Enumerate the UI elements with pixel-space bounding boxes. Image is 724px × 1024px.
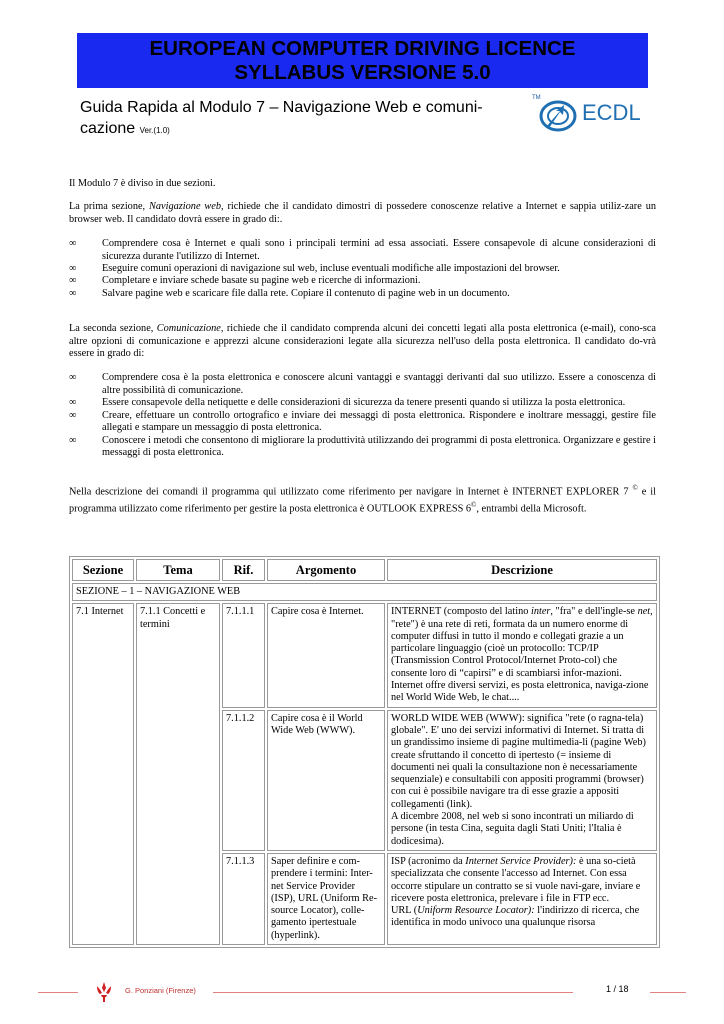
list-item-text: Creare, effettuare un controllo ortografico e inviare dei messaggi di posta elettronica. Rispondere e inoltrare messaggi, gestire file allegati e stampare un messaggio di posta elettronica. <box>102 409 656 434</box>
list-item <box>69 435 656 460</box>
sezione-cell: 7.1 Internet <box>72 603 134 945</box>
syllabus-table <box>69 556 660 948</box>
tema-cell: 7.1.1 Concetti e termini <box>136 603 220 945</box>
title-line-2: SYLLABUS VERSIONE 5.0 <box>234 61 491 84</box>
p4-text-c: , entrambi della Microsoft. <box>476 503 587 515</box>
bullet-symbol: ∞ <box>69 287 77 299</box>
header-rif: Rif. <box>222 559 265 581</box>
desc-text: , "fra" e dell'ingle-se <box>550 606 638 618</box>
desc-emphasis: Internet Service Provider): <box>465 855 577 867</box>
desc-text: INTERNET (composto del latino <box>391 606 531 618</box>
list-item <box>69 410 656 435</box>
title-line-1: EUROPEAN COMPUTER DRIVING LICENCE <box>149 37 576 60</box>
desc-text: è una so-cietà specializzata che consente l'accesso ad Internet. Con essa occorre stipulare un contratto se si vuole navi-gare, inviare e ricevere posta elettronica, prelevare i file in FTP ecc. <box>391 855 641 904</box>
p3-text-b: richiede che il candidato comprenda alcuni dei concetti legati alla posta elettronica (e-mail), cono-sca altre opzioni di comunicazione e apprezzi alcune considerazioni legate alla sicurezza nell'uso della posta elettronica. Il candidato do-vrà essere in grado di: <box>69 323 656 360</box>
p3-text-a: La seconda sezione, <box>69 323 157 335</box>
table-row <box>72 603 657 707</box>
desc-text: Internet offre diversi servizi, es posta elettronica, naviga-zione nel World Wide Web, le chat.... <box>391 680 649 704</box>
intro-paragraph-2 <box>69 201 656 226</box>
page-footer <box>0 980 724 1010</box>
ecdl-logo-icon <box>538 99 578 133</box>
desc-text: URL ( <box>391 905 418 917</box>
list-item-text: Salvare pagine web e scaricare file dalla rete. Copiare il contenuto di pagine web in un documento. <box>102 287 510 299</box>
descrizione-cell <box>387 710 657 851</box>
header-descrizione: Descrizione <box>387 559 657 581</box>
header-tema: Tema <box>136 559 220 581</box>
list-item <box>69 288 656 300</box>
desc-text: A dicembre 2008, nel web si sono incontrati un miliardo di persone (in testa Cina, seguita dagli Stati Uniti; l'Italia è dodicesima). <box>391 811 634 847</box>
subtitle-line-1: Guida Rapida al Modulo 7 – Navigazione Web e comuni- <box>80 99 483 116</box>
table-header-row <box>72 559 657 581</box>
page-number: 1 / 18 <box>606 984 629 994</box>
list-item <box>69 372 656 397</box>
bullet-symbol: ∞ <box>69 263 77 275</box>
argomento-cell: Saper definire e com-prendere i termini: Inter-net Service Provider (ISP), URL (Uniform Re-source Locator), colle-gamento ipertestuale (hyperlink). <box>267 853 385 945</box>
list-item <box>69 397 656 409</box>
argomento-cell: Capire cosa è Internet. <box>267 603 385 707</box>
p3-emphasis: Comunicazione, <box>156 323 224 335</box>
bullet-list-2 <box>69 372 656 459</box>
desc-text: l'indirizzo di ricerca, che identifica in modo univoco una qualunque risorsa <box>391 905 640 929</box>
descrizione-cell <box>387 603 657 707</box>
p4-text-b: e il programma utilizzato come riferimento per gestire la posta elettronica è OUTLOOK EXPRESS 6 <box>69 486 656 515</box>
list-item-text: Essere consapevole della netiquette e delle considerazioni di sicurezza da tenere presenti quando si utilizza la posta elettronica. <box>102 397 626 409</box>
intro-paragraph-1: Il Modulo 7 è diviso in due sezioni. <box>69 178 216 189</box>
footer-rule-right <box>650 992 686 993</box>
bullet-symbol: ∞ <box>69 434 77 446</box>
module-subtitle <box>80 97 520 141</box>
desc-text: ISP (acronimo da <box>391 855 466 867</box>
version-label: Ver.(1.0) <box>139 126 170 135</box>
bullet-symbol: ∞ <box>69 409 77 421</box>
trademark-mark: TM <box>532 95 541 101</box>
p4-text-a: Nella descrizione dei comandi il programma qui utilizzato come riferimento per navigare in Internet è INTERNET EXPLORER 7 <box>69 486 629 498</box>
argomento-cell: Capire cosa è il World Wide Web (WWW). <box>267 710 385 851</box>
footer-rule-middle <box>213 992 573 993</box>
p2-emphasis: Navigazione web <box>149 201 221 213</box>
list-item-text: Completare e inviare schede basate su pagine web e ricerche di informazioni. <box>102 275 421 287</box>
rif-cell: 7.1.1.3 <box>222 853 265 945</box>
list-item-text: Eseguire comuni operazioni di navigazione sul web, incluse eventuali modifiche alle impostazioni del browser. <box>102 263 560 275</box>
desc-emphasis: Uniform Resource Locator): <box>417 905 535 917</box>
author-label: G. Ponziani (Firenze) <box>125 986 196 995</box>
section-label: SEZIONE – 1 – NAVIGAZIONE WEB <box>72 583 657 601</box>
intro-paragraph-3 <box>69 323 656 360</box>
florence-lily-icon <box>94 980 114 1004</box>
ecdl-logo <box>528 95 658 135</box>
list-item <box>69 238 656 263</box>
list-item <box>69 275 656 287</box>
copyright-mark: © <box>471 501 477 510</box>
intro-paragraph-4 <box>69 482 656 516</box>
header-argomento: Argomento <box>267 559 385 581</box>
bullet-symbol: ∞ <box>69 275 77 287</box>
list-item-text: Comprendere cosa è Internet e quali sono i principali termini ad essa associati. Essere consapevole di alcune considerazioni di sicurezza durante l'utilizzo di Internet. <box>102 238 656 262</box>
section-row <box>72 583 657 601</box>
title-banner <box>77 33 648 88</box>
subtitle-line-2: cazione <box>80 120 136 137</box>
rif-cell: 7.1.1.2 <box>222 710 265 851</box>
intro-text <box>69 178 656 516</box>
bullet-symbol: ∞ <box>69 397 77 409</box>
bullet-symbol: ∞ <box>69 238 77 250</box>
list-item-text: Comprendere cosa è la posta elettronica e conoscere alcuni vantaggi e svantaggi derivanti dal suo utilizzo. Essere a conoscenza di altre possibilità di comunicazione. <box>102 372 656 396</box>
header-sezione: Sezione <box>72 559 134 581</box>
copyright-mark: © <box>632 484 638 493</box>
desc-text: WORLD WIDE WEB (WWW): significa "rete (o ragna-tela) globale". E' uno dei servizi informativi di Internet. Si tratta di un grandissimo insieme di pagine multimedia-li (pagine Web) create sfruttando il concetto di ipertesto (= insieme di documenti nei quali la consultazione non è necessariamente sequenziale) e consultabili con appositi programmi (browser) con cui è possibile navigare tra di esse grazie a appositi collegamenti (link). <box>391 712 646 810</box>
descrizione-cell <box>387 853 657 945</box>
list-item <box>69 263 656 275</box>
list-item-text: Conoscere i metodi che consentono di migliorare la produttività utilizzando dei programmi di posta elettronica. Organizzare e gestire i messaggi di posta elettronica. <box>102 434 656 458</box>
bullet-list-1 <box>69 238 656 300</box>
p2-text-a: La prima sezione, <box>69 201 150 213</box>
desc-text: , "rete") è una rete di reti, formata da un numero enorme di computer diffusi in tutto il mondo e collegati grazie a un particolare linguaggio (cioè un protocollo: TCP/IP (Transmission Control Protocol/Internet Proto-col) che consente loro di “capirsi” e di scambiarsi infor-mazioni. <box>391 606 653 679</box>
rif-cell: 7.1.1.1 <box>222 603 265 707</box>
p2-text-b: , richiede che il candidato dimostri di possedere conoscenze relative a Internet e sappia utiliz-zare un browser web. Il candidato dovrà essere in grado di:. <box>69 201 656 225</box>
desc-emphasis: net <box>637 606 651 618</box>
bullet-symbol: ∞ <box>69 372 77 384</box>
desc-emphasis: inter <box>530 606 551 618</box>
logo-text: ECDL <box>582 100 641 125</box>
footer-rule-left <box>38 992 78 993</box>
